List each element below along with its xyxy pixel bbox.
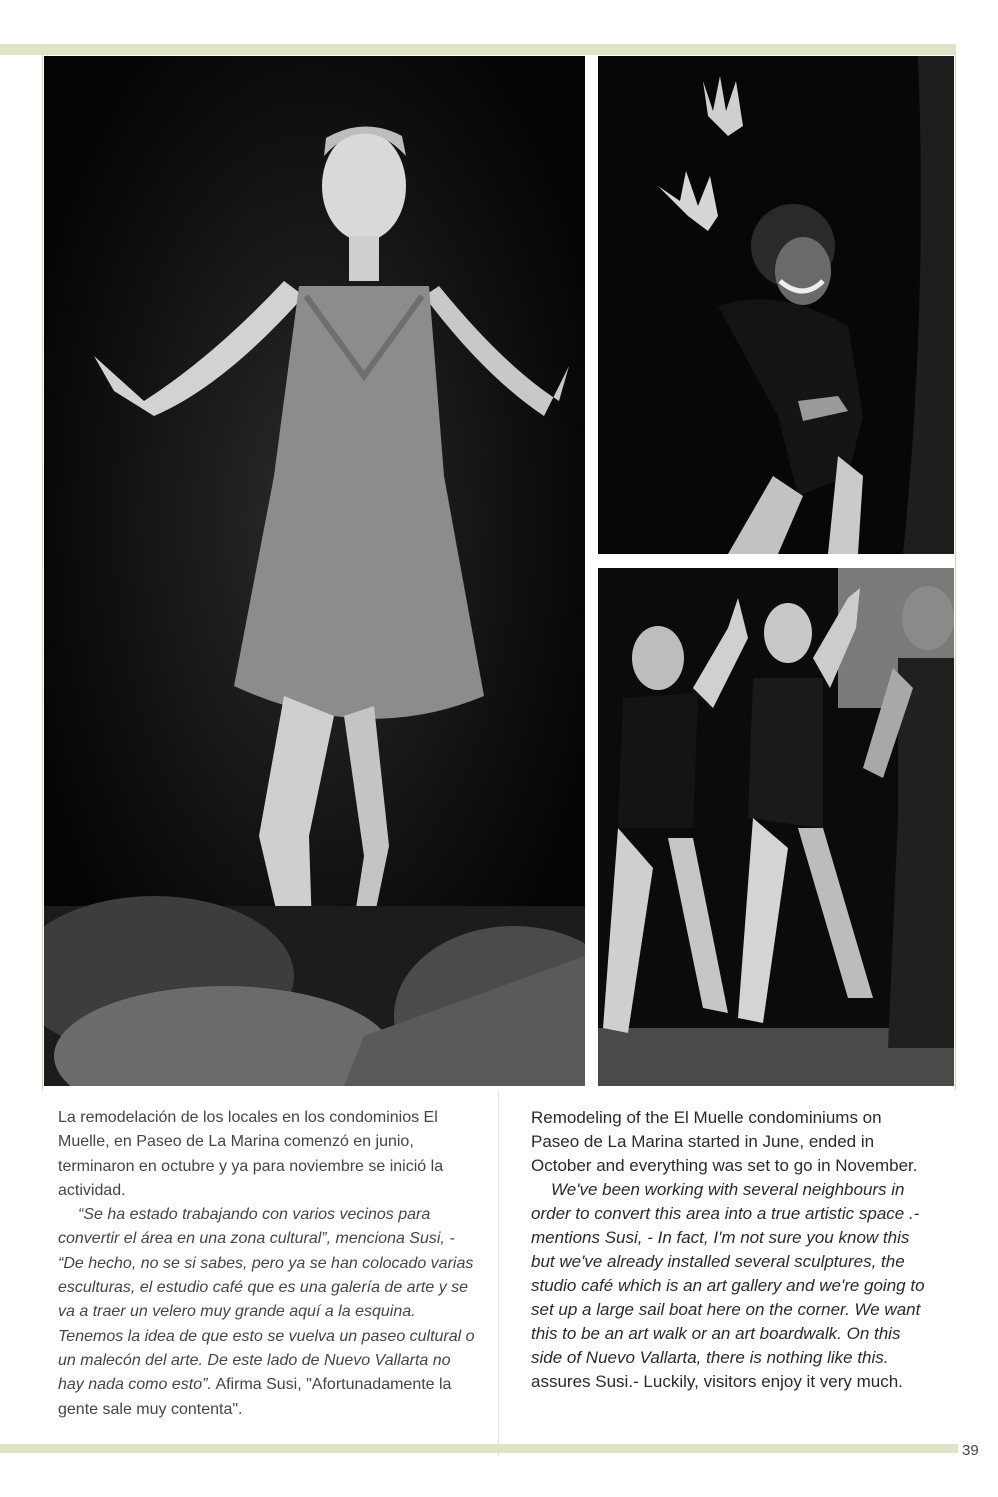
column-divider [498,1090,499,1456]
spanish-quote-paragraph [58,1203,478,1422]
english-quote: We've been working with several neighbours in order to convert this area into a true artistic space .- mentions Susi, - In fact, I'm not sure you know this but we've already installed several sculptures, the studio café which is an art gallery and we're going to set up a large sail boat here on the corner. We want this to be an art walk or an art boardwalk. On this side of Nuevo Vallarta, there is nothing like this. [531,1180,925,1367]
bottom-decorative-band [0,1444,958,1453]
english-quote-paragraph [531,1178,931,1394]
english-article-column [531,1106,931,1394]
page-number: 39 [962,1442,979,1459]
photo-dancer-smiling [598,56,954,554]
photo-group-dancers [598,568,954,1086]
photo-dancer-slip-dress [44,56,585,1086]
top-decorative-band [0,44,956,55]
english-attribution: assures Susi.- Luckily, visitors enjoy it very much. [531,1372,903,1391]
frame-line-left [42,55,43,1090]
spanish-quote: “Se ha estado trabajando con varios vecinos para convertir el área en una zona cultural”, menciona Susi, - “De hecho, no se si sabes, pero ya se han colocado varias esculturas, el estudio café que es una galería de arte y se va a traer un velero muy grande aquí a la esquina. Tenemos la idea de que esto se vuelva un paseo cultural o un malecón del arte. De este lado de Nuevo Vallarta no hay nada como esto”. [58,1206,475,1394]
spanish-attribution: Afirma Susi, "Afortunadamente la gente sale muy contenta". [58,1376,452,1418]
frame-line-right [955,55,956,1090]
english-intro-paragraph: Remodeling of the El Muelle condominiums on Paseo de La Marina started in June, ended in October and everything was set to go in November. [531,1108,918,1175]
spanish-article-column [58,1106,478,1422]
spanish-intro-paragraph: La remodelación de los locales en los condominios El Muelle, en Paseo de La Marina comenzó en junio, terminaron en octubre y ya para noviembre se inició la actividad. [58,1109,444,1199]
